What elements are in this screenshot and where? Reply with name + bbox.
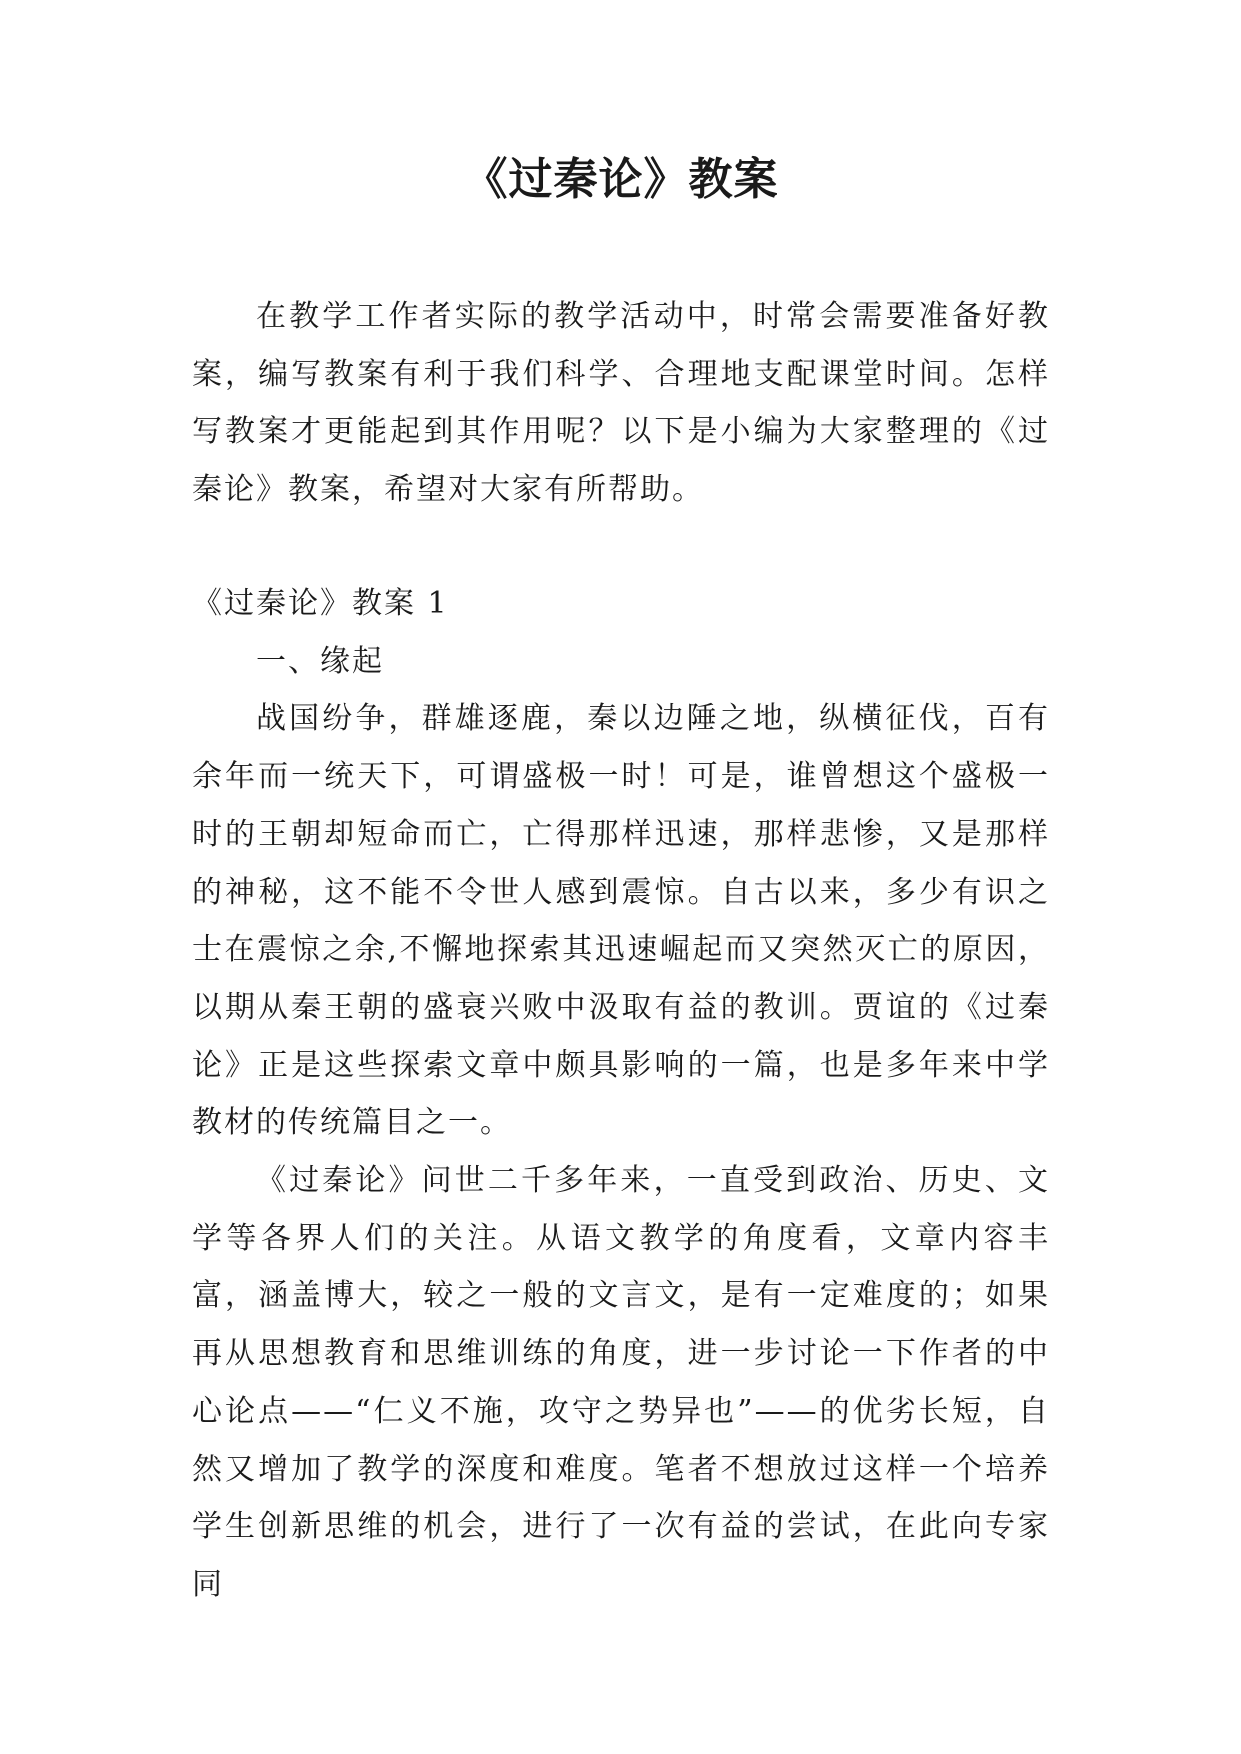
body-paragraph-1: 战国纷争，群雄逐鹿，秦以边陲之地，纵横征伐，百有余年而一统天下，可谓盛极一时！可是，谁曾想这个盛极一时的王朝却短命而亡，亡得那样迅速，那样悲惨，又是那样的神秘，这不能不令世人感到震惊。自古以来，多少有识之士在震惊之余,不懈地探索其迅速崛起而又突然灭亡的原因，以期从秦王朝的盛衰兴败中汲取有益的教训。贾谊的《过秦论》正是这些探索文章中颇具影响的一篇，也是多年来中学教材的传统篇目之一。 [192,701,1050,1141]
subsection-title: 一、缘起 [256,643,384,679]
intro-block [192,288,1050,519]
document-title: 《过秦论》教案 [463,154,779,205]
body-paragraph-2: 《过秦论》问世二千多年来，一直受到政治、历史、文学等各界人们的关注。从语文教学的角度看，文章内容丰富，涵盖博大，较之一般的文言文，是有一定难度的；如果再从思想教育和思维训练的角度，进一步讨论一下作者的中心论点——“仁义不施，攻守之势异也”——的优劣长短，自然又增加了教学的深度和难度。笔者不想放过这样一个培养学生创新思维的机会，进行了一次有益的尝试，在此向专家同 [192,1163,1050,1602]
section-title: 《过秦论》教案 1 [192,586,449,621]
section-block [192,575,1050,1614]
intro-paragraph: 在教学工作者实际的教学活动中，时常会需要准备好教案，编写教案有利于我们科学、合理地支配课堂时间。怎样写教案才更能起到其作用呢？以下是小编为大家整理的《过秦论》教案，希望对大家有所帮助。 [192,299,1050,508]
